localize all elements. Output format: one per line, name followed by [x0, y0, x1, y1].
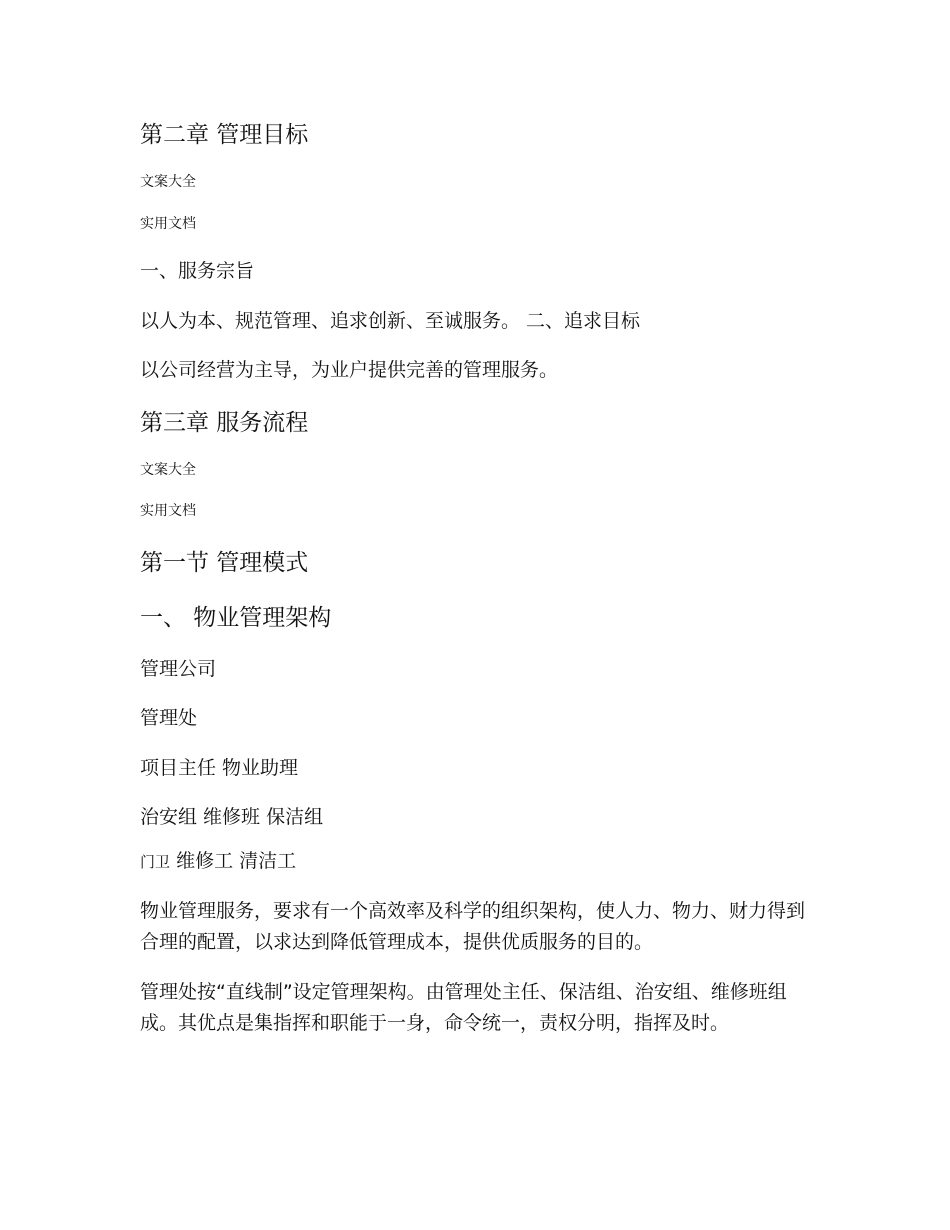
org-level-office: 管理处 [140, 707, 198, 729]
section-1-title: 第一节 管理模式 [140, 550, 309, 576]
paragraph-org-purpose: 物业管理服务，要求有一个高效率及科学的组织架构，使人力、物力、财力得到合理的配置，以求达到降低管理成本，提供优质服务的目的。 [140, 900, 806, 953]
org-level-workers [140, 852, 296, 871]
org-level-workers-rest: 维修工 清洁工 [176, 850, 297, 872]
header-label-wenan: 文案大全 [140, 462, 196, 478]
org-level-teams: 治安组 维修班 保洁组 [140, 806, 324, 828]
chapter-3-title: 第三章 服务流程 [140, 410, 309, 436]
org-level-workers-small: 门卫 [140, 853, 171, 871]
org-structure-heading: 一、 物业管理架构 [140, 605, 332, 631]
header-label-shiyong: 实用文档 [140, 216, 196, 232]
goal-text: 以公司经营为主导，为业户提供完善的管理服务。 [140, 359, 559, 381]
service-purpose-text: 以人为本、规范管理、追求创新、至诚服务。 二、追求目标 [140, 310, 641, 332]
org-level-supervisors: 项目主任 物业助理 [140, 757, 299, 779]
header-label-shiyong: 实用文档 [140, 503, 196, 519]
service-purpose-heading: 一、服务宗旨 [140, 260, 255, 282]
paragraph-line-structure: 管理处按“直线制”设定管理架构。由管理处主任、保洁组、治安组、维修班组成。其优点是集指挥和职能于一身，命令统一，责权分明，指挥及时。 [140, 981, 787, 1034]
org-level-company: 管理公司 [140, 658, 217, 680]
header-label-wenan: 文案大全 [140, 174, 196, 190]
chapter-2-title: 第二章 管理目标 [140, 122, 309, 148]
